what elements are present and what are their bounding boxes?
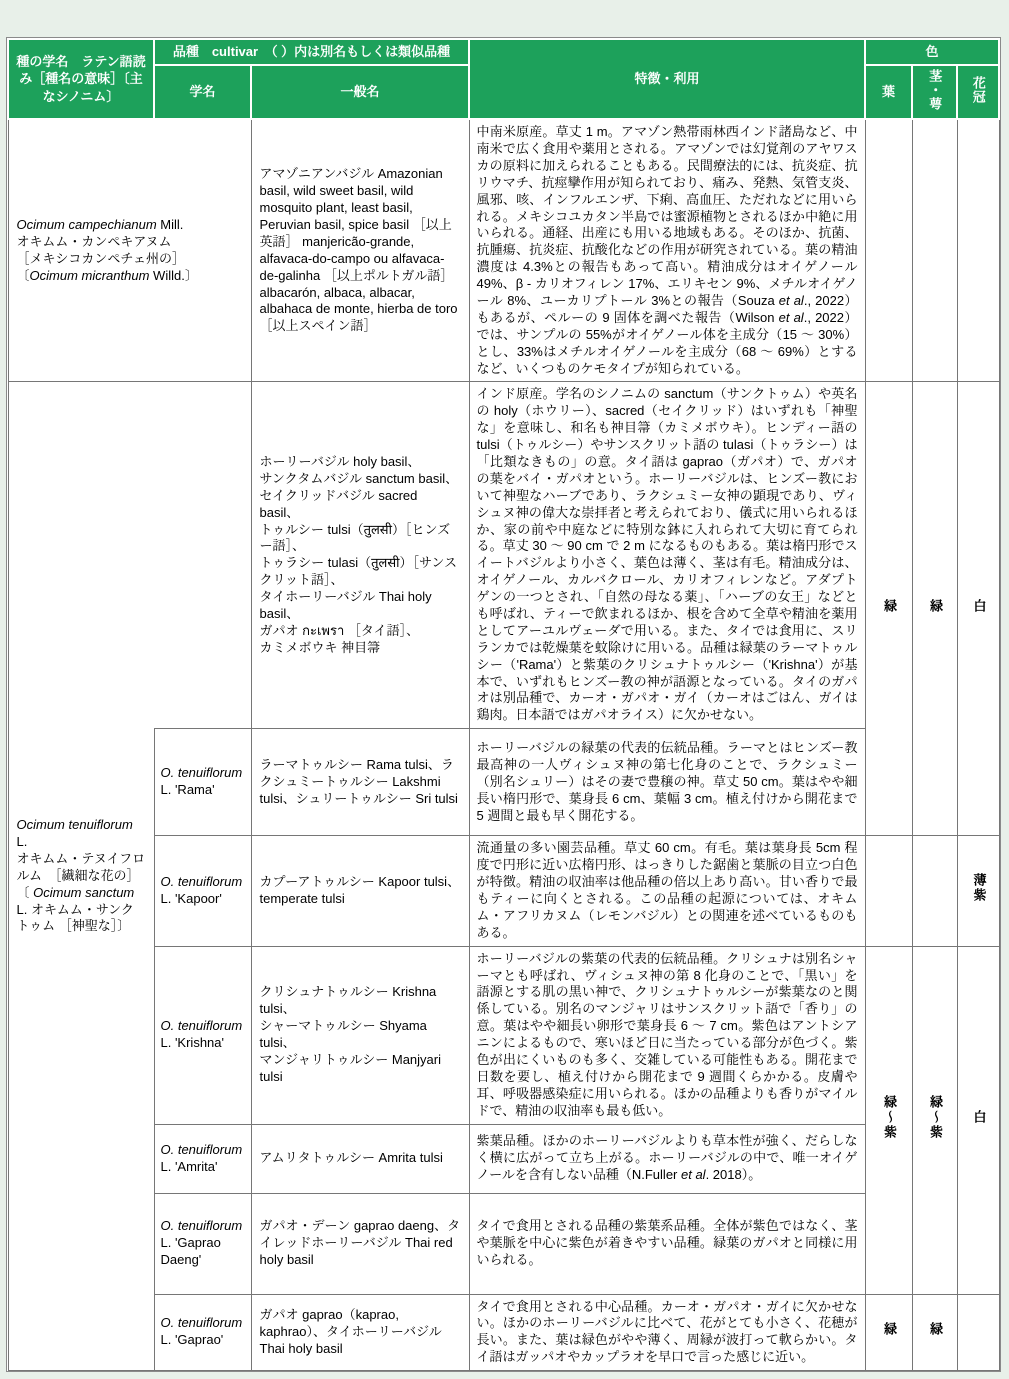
row-campechianum xyxy=(8,119,999,382)
tenuiflorum-rama-leaf-color-cell xyxy=(865,382,912,836)
krishna-group-leaf-color-cell xyxy=(865,946,912,1294)
header-leaf: 葉 xyxy=(865,65,912,120)
gaprao-leaf-color-cell xyxy=(865,1294,912,1371)
gaprao-daeng-common-names-cell: ガパオ・デーン gaprao daeng、タイレッドホーリーバジル Thai red holy basil xyxy=(251,1193,469,1294)
corolla-color-value: 薄紫 xyxy=(971,873,987,904)
gaprao-features-cell: タイで食用とされる中心品種。カーオ・ガパオ・ガイに欠かせない。ほかのホーリーバジルに比べて、花がとても小さく、花穂が長い。また、葉は緑色がやや薄く、周縁が波打って軟らかい。タイ語はガッパオやカップラオを早口で言った感じに近い。 xyxy=(469,1294,865,1371)
leaf-color-value: 緑 xyxy=(881,1322,897,1338)
krishna-sci-cell: O. tenuiflorum L. 'Krishna' xyxy=(154,946,251,1124)
campechianum-corolla-color-cell xyxy=(957,119,999,382)
row-tenuiflorum xyxy=(8,382,999,729)
header-row-1 xyxy=(8,39,999,65)
krishna-group-stem-color-cell xyxy=(912,946,957,1294)
header-stem-calyx xyxy=(912,65,957,120)
header-features: 特徴・利用 xyxy=(469,39,865,119)
stem-color-value: 緑 xyxy=(927,1322,943,1338)
krishna-common-names-cell: クリシュナトゥルシー Krishna tulsi、 シャーマトゥルシー Shyama tulsi、 マンジャリトゥルシー Manjyari tulsi xyxy=(251,946,469,1124)
header-corolla xyxy=(957,65,999,120)
row-kapoor xyxy=(8,836,999,946)
gaprao-stem-color-cell xyxy=(912,1294,957,1371)
campechianum-features-cell: 中南米原産。草丈 1 m。アマゾン熱帯雨林西インド諸島など、中南米で広く食用や薬用とされる。アマゾンでは幻覚剤のアヤワスカの原料に加えられることもある。民間療法的には、抗炎症、抗リウマチ、抗痙攣作用が知られており、痛み、発熱、気管支炎、風邪、咳、インフルエンザ、下痢、高血圧、ただれなどに用いられる。メキシコユカタン半島では蜜源植物とされるほか中絶に用いられる。通経、出産にも用いる地域もある。そのほか、抗菌、抗腫瘍、抗炎症、抗酸化などの作用が研究されている。葉の精油濃度は 4.3%との報告もあって高い。精油成分はオイゲノール 49%、β - カリオフィレン 17%、エリキセン 9%、メチルオイゲノール 8%、ユーカリプトール 3%との報告（Souza et al., 2022）もあるが、ペルーの 9 固体を調べた報告（Wilson et al., 2022）では、サンプルの 55%がオイゲノール体を主成分（15 ～ 30%）とし、33%はメチルオイゲノールを主成分（68 ～ 69%）とするなど、いくつものケモタイプが知られている。 xyxy=(469,119,865,382)
campechianum-stem-color-cell xyxy=(912,119,957,382)
row-gaprao xyxy=(8,1294,999,1371)
tenuiflorum-species-cell: Ocimum tenuiflorum L. オキムム・テヌイフロルム ［繊細な花の］ 〔 Ocimum sanctum L. オキムム・サンクトゥム ［神聖な］〕 xyxy=(8,382,154,1371)
rama-features-cell: ホーリーバジルの緑葉の代表的伝統品種。ラーマとはヒンズー教最高神の一人ヴィシュヌ神の第七化身のことで、ラクシュミー（別名シュリー）はその妻で豊穣の神。草丈 50 cm。葉はやや細長い楕円形で、葉身長 6 cm、葉幅 3 cm。植え付けから開花まで 5 週間と最も早く開花する。 xyxy=(469,729,865,836)
header-species: 種の学名 ラテン語読み［種名の意味］〔主なシノニム〕 xyxy=(8,39,154,119)
leaf-color-value: 緑〜紫 xyxy=(881,1095,897,1141)
gaprao-common-names-cell: ガパオ gaprao（kaprao, kaphrao）、タイホーリーバジル Thai holy basil xyxy=(251,1294,469,1371)
gaprao-sci-cell: O. tenuiflorum L. 'Gaprao' xyxy=(154,1294,251,1371)
tenuiflorum-sci-empty-cell xyxy=(154,382,251,729)
rama-sci-cell: O. tenuiflorum L. 'Rama' xyxy=(154,729,251,836)
row-rama xyxy=(8,729,999,836)
tenuiflorum-rama-corolla-color-cell xyxy=(957,382,999,836)
leaf-color-value: 緑 xyxy=(881,598,897,614)
campechianum-common-names-cell: アマゾニアンバジル Amazonian basil, wild sweet basil, wild mosquito plant, least basil, Peruvian basil, spice basil ［以上英語］ manjericão-grande, alfavaca-do-campo ou alfavaca-de-galinha ［以上ポルトガル語］ albacarón, albaca, albacar, albahaca de monte, hierba de toro ［以上スペイン語］ xyxy=(251,119,469,382)
krishna-features-cell: ホーリーバジルの紫葉の代表的伝統品種。クリシュナは別名シャーマとも呼ばれ、ヴィシュヌ神の第 8 化身のことで、「黒い」を語源とする肌の黒い神で、クリシュナトゥルシーが紫葉なのと関係している。別名のマンジャリはサンスクリット語で「香り」の意。葉はやや細長い卵形で葉身長 6 ～ 7 cm。紫色はアントシアニンによるもので、寒いほど日に当たっている部分が色づく。紫色が出にくいものも多く、交雑している可能性もある。開花まで日数を要し、植え付けから開花まで 9 週間くらかかる。皮膚や耳、呼吸器感染症に用いられる。ほかの品種よりも香りがマイルドで、精油の収油率も最も低い。 xyxy=(469,946,865,1124)
header-stem-calyx-label: 茎・萼 xyxy=(927,68,943,111)
row-krishna xyxy=(8,946,999,1124)
corolla-color-value: 白 xyxy=(971,598,987,614)
tenuiflorum-common-names-cell: ホーリーバジル holy basil、 サンクタムバジル sanctum basil、 セイクリッドバジル sacred basil、 トゥルシー tulsi（तुलसी）［ヒンズー語］、 トゥラシー tulasi（तुलसी）［サンスクリット語］、 タイホーリーバジル Thai holy basil、 ガパオ กะเพรา ［タイ語］、 カミメボウキ 神目箒 xyxy=(251,382,469,729)
header-common-name: 一般名 xyxy=(251,65,469,120)
kapoor-stem-color-cell xyxy=(912,836,957,946)
kapoor-corolla-color-cell xyxy=(957,836,999,946)
campechianum-species-cell: Ocimum campechianum Mill. オキムム・カンペキアヌム ［メキシコカンペチェ州の］ 〔Ocimum micranthum Willd.〕 xyxy=(8,119,251,382)
header-corolla-label: 花冠 xyxy=(970,75,986,104)
rama-common-names-cell: ラーマトゥルシー Rama tulsi、ラクシュミートゥルシー Lakshmi tulsi、シュリートゥルシー Sri tulsi xyxy=(251,729,469,836)
campechianum-leaf-color-cell xyxy=(865,119,912,382)
row-amrita xyxy=(8,1124,999,1193)
kapoor-common-names-cell: カプーアトゥルシー Kapoor tulsi、temperate tulsi xyxy=(251,836,469,946)
gaprao-corolla-color-cell xyxy=(957,1294,999,1371)
corolla-color-value: 白 xyxy=(971,1110,987,1126)
basil-cultivar-table xyxy=(7,38,1000,1371)
row-gaprao-daeng xyxy=(8,1193,999,1294)
header-sci-name: 学名 xyxy=(154,65,251,120)
kapoor-sci-cell: O. tenuiflorum L. 'Kapoor' xyxy=(154,836,251,946)
header-color-group: 色 xyxy=(865,39,999,65)
tenuiflorum-rama-stem-color-cell xyxy=(912,382,957,836)
amrita-sci-cell: O. tenuiflorum L. 'Amrita' xyxy=(154,1124,251,1193)
amrita-common-names-cell: アムリタトゥルシー Amrita tulsi xyxy=(251,1124,469,1193)
krishna-group-corolla-color-cell xyxy=(957,946,999,1294)
tenuiflorum-features-cell: インド原産。学名のシノニムの sanctum（サンクトゥム）や英名の holy（ホウリー）、sacred（セイクリッド）はいずれも「神聖な」を意味し、和名も神目箒（カミメボウキ）。ヒンディー語の tulsi（トゥルシー）やサンスクリット語の tulasi（トゥラシー）は「比類なきもの」の意。タイ語は gaprao（ガパオ）で、ガパオの葉をバイ・ガパオという。ホーリーバジルは、ヒンズー教において神聖なハーブであり、ラクシュミー女神の顕現であり、ヴィシュヌ神の偉大な崇拝者と考えられており、儀式に用いられるほか、家の前や中庭などに特別な鉢に入れられて大切に育てられる。草丈 30 ～ 90 cm で 2 m になるものもある。葉は楕円形でスイートバジルより小さく、葉色は薄く、茎は有毛。精油成分は、オイゲノール、カルバクロール、カリオフィレンなど。アダプトゲンの一つとされ、「自然の母なる薬」、「ハーブの女王」などとも呼ばれ、ティーで飲まれるほか、根を含めて全草や精油を薬用としてアーユルヴェーダで用いる。また、タイでは食用に、スリランカでは乾燥葉を蚊除けに用いる。品種は緑葉のラーマトゥルシー（'Rama'）と紫葉のクリシュナトゥルシー（'Krishna'）が基本で、いずれもヒンズー教の神が語源となっている。タイのガパオは別品種で、カーオ・ガパオ・ガイ（カーオはごはん、ガイは鶏肉。日本語ではガパオライス）に欠かせない。 xyxy=(469,382,865,729)
kapoor-features-cell: 流通量の多い園芸品種。草丈 60 cm。有毛。葉は葉身長 5cm 程度で円形に近い広楕円形、はっきりした鋸歯と葉脈の目立つ白色が特徴。精油の収油率は他品種の倍以上あり高い。甘い香りで最もティーに向くとされる。この品種の起源については、オキムム・アフリカヌム（レモンバジル）との関連を述べているものもある。 xyxy=(469,836,865,946)
amrita-features-cell: 紫葉品種。ほかのホーリーバジルよりも草本性が強く、だらしなく横に広がって立ち上がる。ホーリーバジルの中で、唯一オイゲノールを含有しない品種（N.Fuller et al. 2018）。 xyxy=(469,1124,865,1193)
gaprao-daeng-features-cell: タイで食用とされる品種の紫葉系品種。全体が紫色ではなく、茎や葉脈を中心に紫色が着きやすい品種。緑葉のガパオと同様に用いられる。 xyxy=(469,1193,865,1294)
stem-color-value: 緑〜紫 xyxy=(927,1095,943,1141)
kapoor-leaf-color-cell xyxy=(865,836,912,946)
header-cultivar-group: 品種 cultivar （ ）内は別名もしくは類似品種 xyxy=(154,39,469,65)
gaprao-daeng-sci-cell: O. tenuiflorum L. 'Gaprao Daeng' xyxy=(154,1193,251,1294)
stem-color-value: 緑 xyxy=(927,598,943,614)
